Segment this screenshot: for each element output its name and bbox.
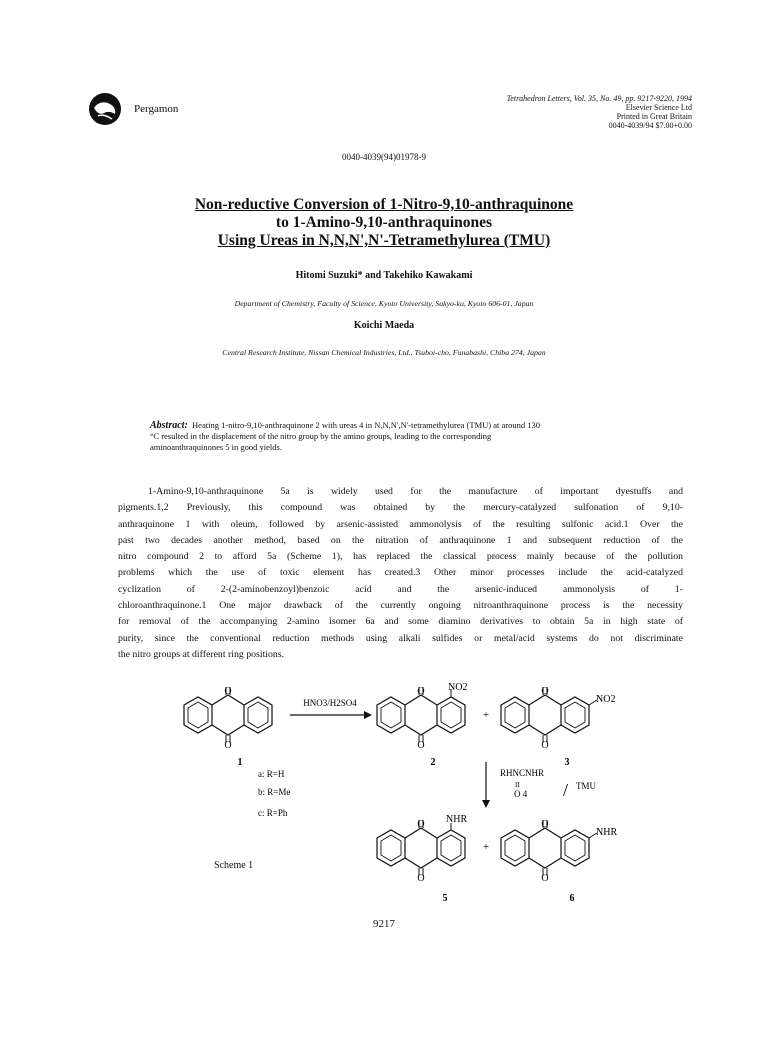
compound-label-5: 5 — [442, 893, 448, 904]
plus-sign: + — [482, 841, 490, 853]
abstract-label: Abstract: — [150, 420, 188, 431]
compound-label-1: 1 — [237, 757, 243, 768]
r-group-c: c: R=Ph — [258, 808, 288, 818]
body-line: nitro compound 2 to afford 5a (Scheme 1), has replaced the classical process mainly because of the pollution — [118, 551, 683, 563]
urea-formula: RHNCNHR — [500, 768, 545, 778]
scheme-caption: Scheme 1 — [214, 860, 254, 871]
urea-oxygen-label: O 4 — [514, 789, 528, 799]
carbonyl-o: O — [541, 686, 549, 697]
r-group-a: a: R=H — [258, 769, 285, 779]
carbonyl-o: O — [541, 740, 549, 751]
body-line: problems which the use of toxic element has created.3 Other minor processes include the acid-catalyzed — [118, 567, 683, 579]
reaction-scheme — [0, 676, 768, 906]
article-doi: 0040-4039(94)01978-9 — [342, 152, 426, 162]
body-line: cyclization of 2-(2-aminobenzoyl)benzoic acid and the arsenic-induced ammonolysis of 1- — [118, 583, 683, 595]
carbonyl-o: O — [417, 740, 425, 751]
body-line: for removal of the accompanying 2-amino isomer 6a and some diamino derivatives to obtain 5a in high state of — [118, 616, 683, 628]
abstract-line-3: aminoanthraquinones 5 in good yields. — [150, 442, 282, 452]
body-line: the nitro groups at different ring positions. — [118, 648, 285, 660]
compound-label-2: 2 — [430, 757, 436, 768]
carbonyl-o: O — [417, 873, 425, 884]
body-line: pigments.1,2 Previously, this compound was obtained by the mercury-catalyzed sulfonation of 9,10- — [118, 502, 683, 514]
carbonyl-o: O — [224, 740, 232, 751]
body-line: chloroanthraquinone.1 One major drawback of the currently ongoing nitroanthraquinone process is the necessity — [118, 600, 683, 612]
journal-citation: Tetrahedron Letters, Vol. 35, No. 49, pp. 9217-9220, 1994 — [506, 94, 692, 103]
author-2: Koichi Maeda — [353, 320, 415, 331]
title-line-1: Non-reductive Conversion of 1-Nitro-9,10-anthraquinone — [194, 196, 574, 213]
affiliation-1: Department of Chemistry, Faculty of Science, Kyoto University, Sakyo-ku, Kyoto 606-01, Japan — [234, 299, 534, 308]
urea-double-bond: II — [515, 781, 520, 789]
solvent-label: TMU — [576, 781, 596, 791]
carbonyl-o: O — [417, 819, 425, 830]
page-number: 9217 — [373, 918, 395, 930]
slash: / — [563, 780, 569, 800]
body-line: past two decades another method, based on the nitration of anthraquinone 1 and subsequent reduction of the — [118, 534, 683, 546]
amine-group: NHR — [446, 814, 468, 825]
pergamon-logo — [88, 92, 122, 126]
title-line-2: to 1-Amino-9,10-anthraquinones — [275, 214, 493, 231]
plus-sign: + — [482, 709, 490, 721]
body-line: purity, since the conventional reduction methods using alkali sulfides or metal/acid systems do not discriminate — [118, 632, 683, 644]
body-line: anthraquinone 1 with oleum, followed by arsenic-assisted ammonolysis of the resulting sulfonic acid.1 Over the — [118, 518, 683, 530]
publisher-name: Pergamon — [134, 103, 179, 115]
nitro-group: NO2 — [596, 694, 616, 705]
compound-label-3: 3 — [564, 757, 570, 768]
reagent-label: HNO3/H2SO4 — [303, 698, 357, 708]
printed-line: Printed in Great Britain — [616, 112, 692, 121]
carbonyl-o: O — [224, 686, 232, 697]
carbonyl-o: O — [541, 819, 549, 830]
arrow-head — [364, 711, 372, 719]
arrow-head — [482, 800, 490, 808]
body-paragraph — [118, 484, 683, 663]
authors: Hitomi Suzuki* and Takehiko Kawakami — [295, 270, 473, 281]
abstract-line-2: °C resulted in the displacement of the nitro group by the amino groups, leading to the corresponding — [150, 431, 492, 441]
amine-group: NHR — [596, 827, 618, 838]
carbonyl-o: O — [541, 873, 549, 884]
compound-label-6: 6 — [569, 893, 575, 904]
r-group-b: b: R=Me — [258, 787, 291, 797]
nitro-group: NO2 — [448, 682, 468, 693]
price-line: 0040-4039/94 $7.00+0.00 — [608, 121, 692, 130]
article-title — [60, 196, 708, 250]
abstract-line-1: Abstract: Heating 1-nitro-9,10-anthraquinone 2 with ureas 4 in N,N,N',N'-tetramethylurea (TMU) at around 130 — [150, 420, 540, 431]
affiliation-2: Central Research Institute, Nissan Chemical Industries, Ltd., Tsuboi-cho, Funabashi, Chiba 274, Japan — [222, 348, 546, 357]
publisher-line: Elsevier Science Ltd — [625, 103, 692, 112]
carbonyl-o: O — [417, 686, 425, 697]
title-line-3: Using Ureas in N,N,N',N'-Tetramethylurea (TMU) — [217, 232, 551, 249]
body-line: 1-Amino-9,10-anthraquinone 5a is widely used for the manufacture of important dyestuffs and — [148, 486, 683, 497]
abstract — [150, 420, 670, 453]
